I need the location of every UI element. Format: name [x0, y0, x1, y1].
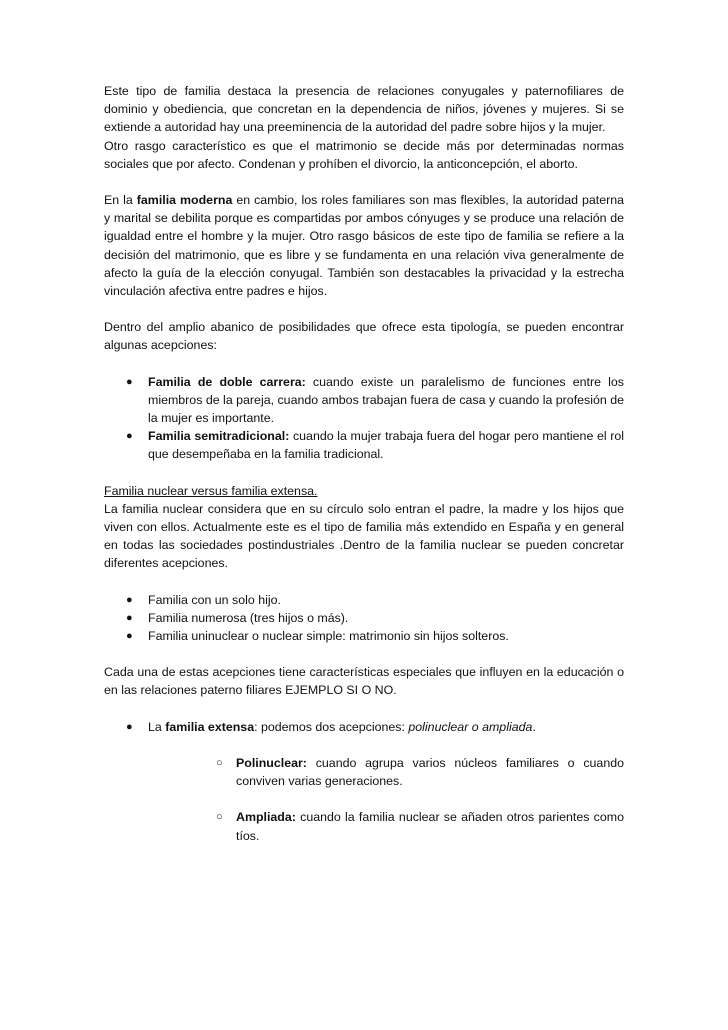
- spacer: [104, 573, 624, 591]
- bullet-icon: ●: [126, 593, 133, 606]
- underlined-heading: Familia nuclear versus familia extensa.: [104, 483, 318, 498]
- list-item-text: Familia numerosa (tres hijos o más).: [148, 610, 349, 625]
- list-item: [104, 718, 624, 736]
- bold-term: Familia semitradicional:: [148, 429, 290, 444]
- sub-list-extensa: [104, 754, 624, 790]
- bullet-list-acepciones: [104, 373, 624, 464]
- list-item-text: Familia uninuclear o nuclear simple: matrimonio sin hijos solteros.: [148, 629, 509, 644]
- document-page: [104, 82, 624, 845]
- paragraph-text: Este tipo de familia destaca la presencia de relaciones conyugales y paternofiliares de dominio y obediencia, que concretan en la dependencia de niños, jóvenes y mujeres. Si se extiende a autoridad hay una preeminencia de la autoridad del padre sobre hijos y la mujer.: [104, 84, 624, 135]
- spacer: [104, 645, 624, 663]
- spacer: [104, 736, 624, 754]
- bullet-icon: ●: [126, 720, 133, 733]
- list-item: [104, 373, 624, 428]
- spacer: [104, 700, 624, 718]
- list-item: [104, 609, 624, 627]
- bold-term: Polinuclear:: [236, 755, 307, 770]
- bullet-icon: ●: [126, 611, 133, 624]
- bullet-list-nuclear: [104, 591, 624, 646]
- paragraph-text: en cambio, los roles familiares son mas flexibles, la autoridad paterna y marital se debilita porque es compartidas por ambos cónyuges y se produce una relación de igualdad entre el hombre y la mujer. Otro rasgo básicos de este tipo de familia se refiere a la decisión del matrimonio, que es libre y se fundamenta en una relación viva generalmente de afecto la guía de la elección conyugal. También son destacables la privacidad y la estrecha vinculación afectiva entre padres e hijos.: [104, 193, 625, 299]
- paragraph-modern-family: [104, 191, 624, 300]
- bold-term: Familia de doble carrera:: [148, 374, 306, 389]
- list-item-text: Familia con un solo hijo.: [148, 592, 281, 607]
- list-item-text: La: [148, 719, 166, 734]
- list-item-text: .: [532, 719, 536, 734]
- paragraph-intro-acepciones: Dentro del amplio abanico de posibilidades que ofrece esta tipología, se pueden encontrar algunas acepciones:: [104, 320, 624, 353]
- spacer: [104, 790, 624, 808]
- paragraph-text: Otro rasgo característico es que el matrimonio se decide más por determinadas normas sociales que por afecto. Condenan y prohíben el divorcio, la anticoncepción, el aborto.: [104, 138, 624, 171]
- circle-bullet-icon: ○: [216, 756, 223, 769]
- spacer: [104, 173, 624, 191]
- paragraph-acepciones-characteristics: Cada una de estas acepciones tiene características especiales que influyen en la educación o en las relaciones paterno filiares EJEMPLO SI O NO.: [104, 665, 624, 698]
- circle-bullet-icon: ○: [216, 811, 223, 824]
- list-item: [104, 427, 624, 463]
- list-item-text: : podemos dos acepciones:: [254, 719, 409, 734]
- list-item-text: cuando la mujer trabaja fuera del hogar pero mantiene el rol que desempeñaba en la familia tradicional.: [148, 429, 624, 462]
- spacer: [104, 355, 624, 373]
- italic-term: polinuclear o ampliada: [408, 719, 533, 734]
- bullet-list-extensa: [104, 718, 624, 736]
- section-heading: [104, 482, 624, 500]
- paragraph-traditional-family: [104, 82, 624, 173]
- spacer: [104, 464, 624, 482]
- sub-list-item: [104, 754, 624, 790]
- sub-list-item: [104, 808, 624, 844]
- list-item: [104, 591, 624, 609]
- bullet-icon: ●: [126, 630, 133, 643]
- list-item-text: cuando la familia nuclear se añaden otros parientes como tíos.: [236, 810, 624, 843]
- list-item: [104, 627, 624, 645]
- list-item-text: cuando existe un paralelismo de funciones entre los miembros de la pareja, cuando ambos trabajan fuera de casa y cuando la profesión de la mujer es importante.: [148, 374, 624, 426]
- bullet-icon: ●: [126, 375, 133, 388]
- bold-term: familia extensa: [165, 719, 255, 734]
- bold-term: Ampliada:: [236, 810, 296, 825]
- bullet-icon: ●: [126, 430, 133, 443]
- list-item-text: cuando agrupa varios núcleos familiares o cuando conviven varias generaciones.: [236, 755, 624, 789]
- paragraph-nuclear-family: La familia nuclear considera que en su círculo solo entran el padre, la madre y los hijos que viven con ellos. Actualmente este es el tipo de familia más extendido en España y en general en todas las sociedades postindustriales .Dentro de la familia nuclear se pueden concretar diferentes acepciones.: [104, 501, 624, 571]
- spacer: [104, 300, 624, 318]
- paragraph-text: En la: [104, 193, 137, 208]
- bold-term: familia moderna: [136, 193, 233, 208]
- sub-list-extensa: [104, 808, 624, 844]
